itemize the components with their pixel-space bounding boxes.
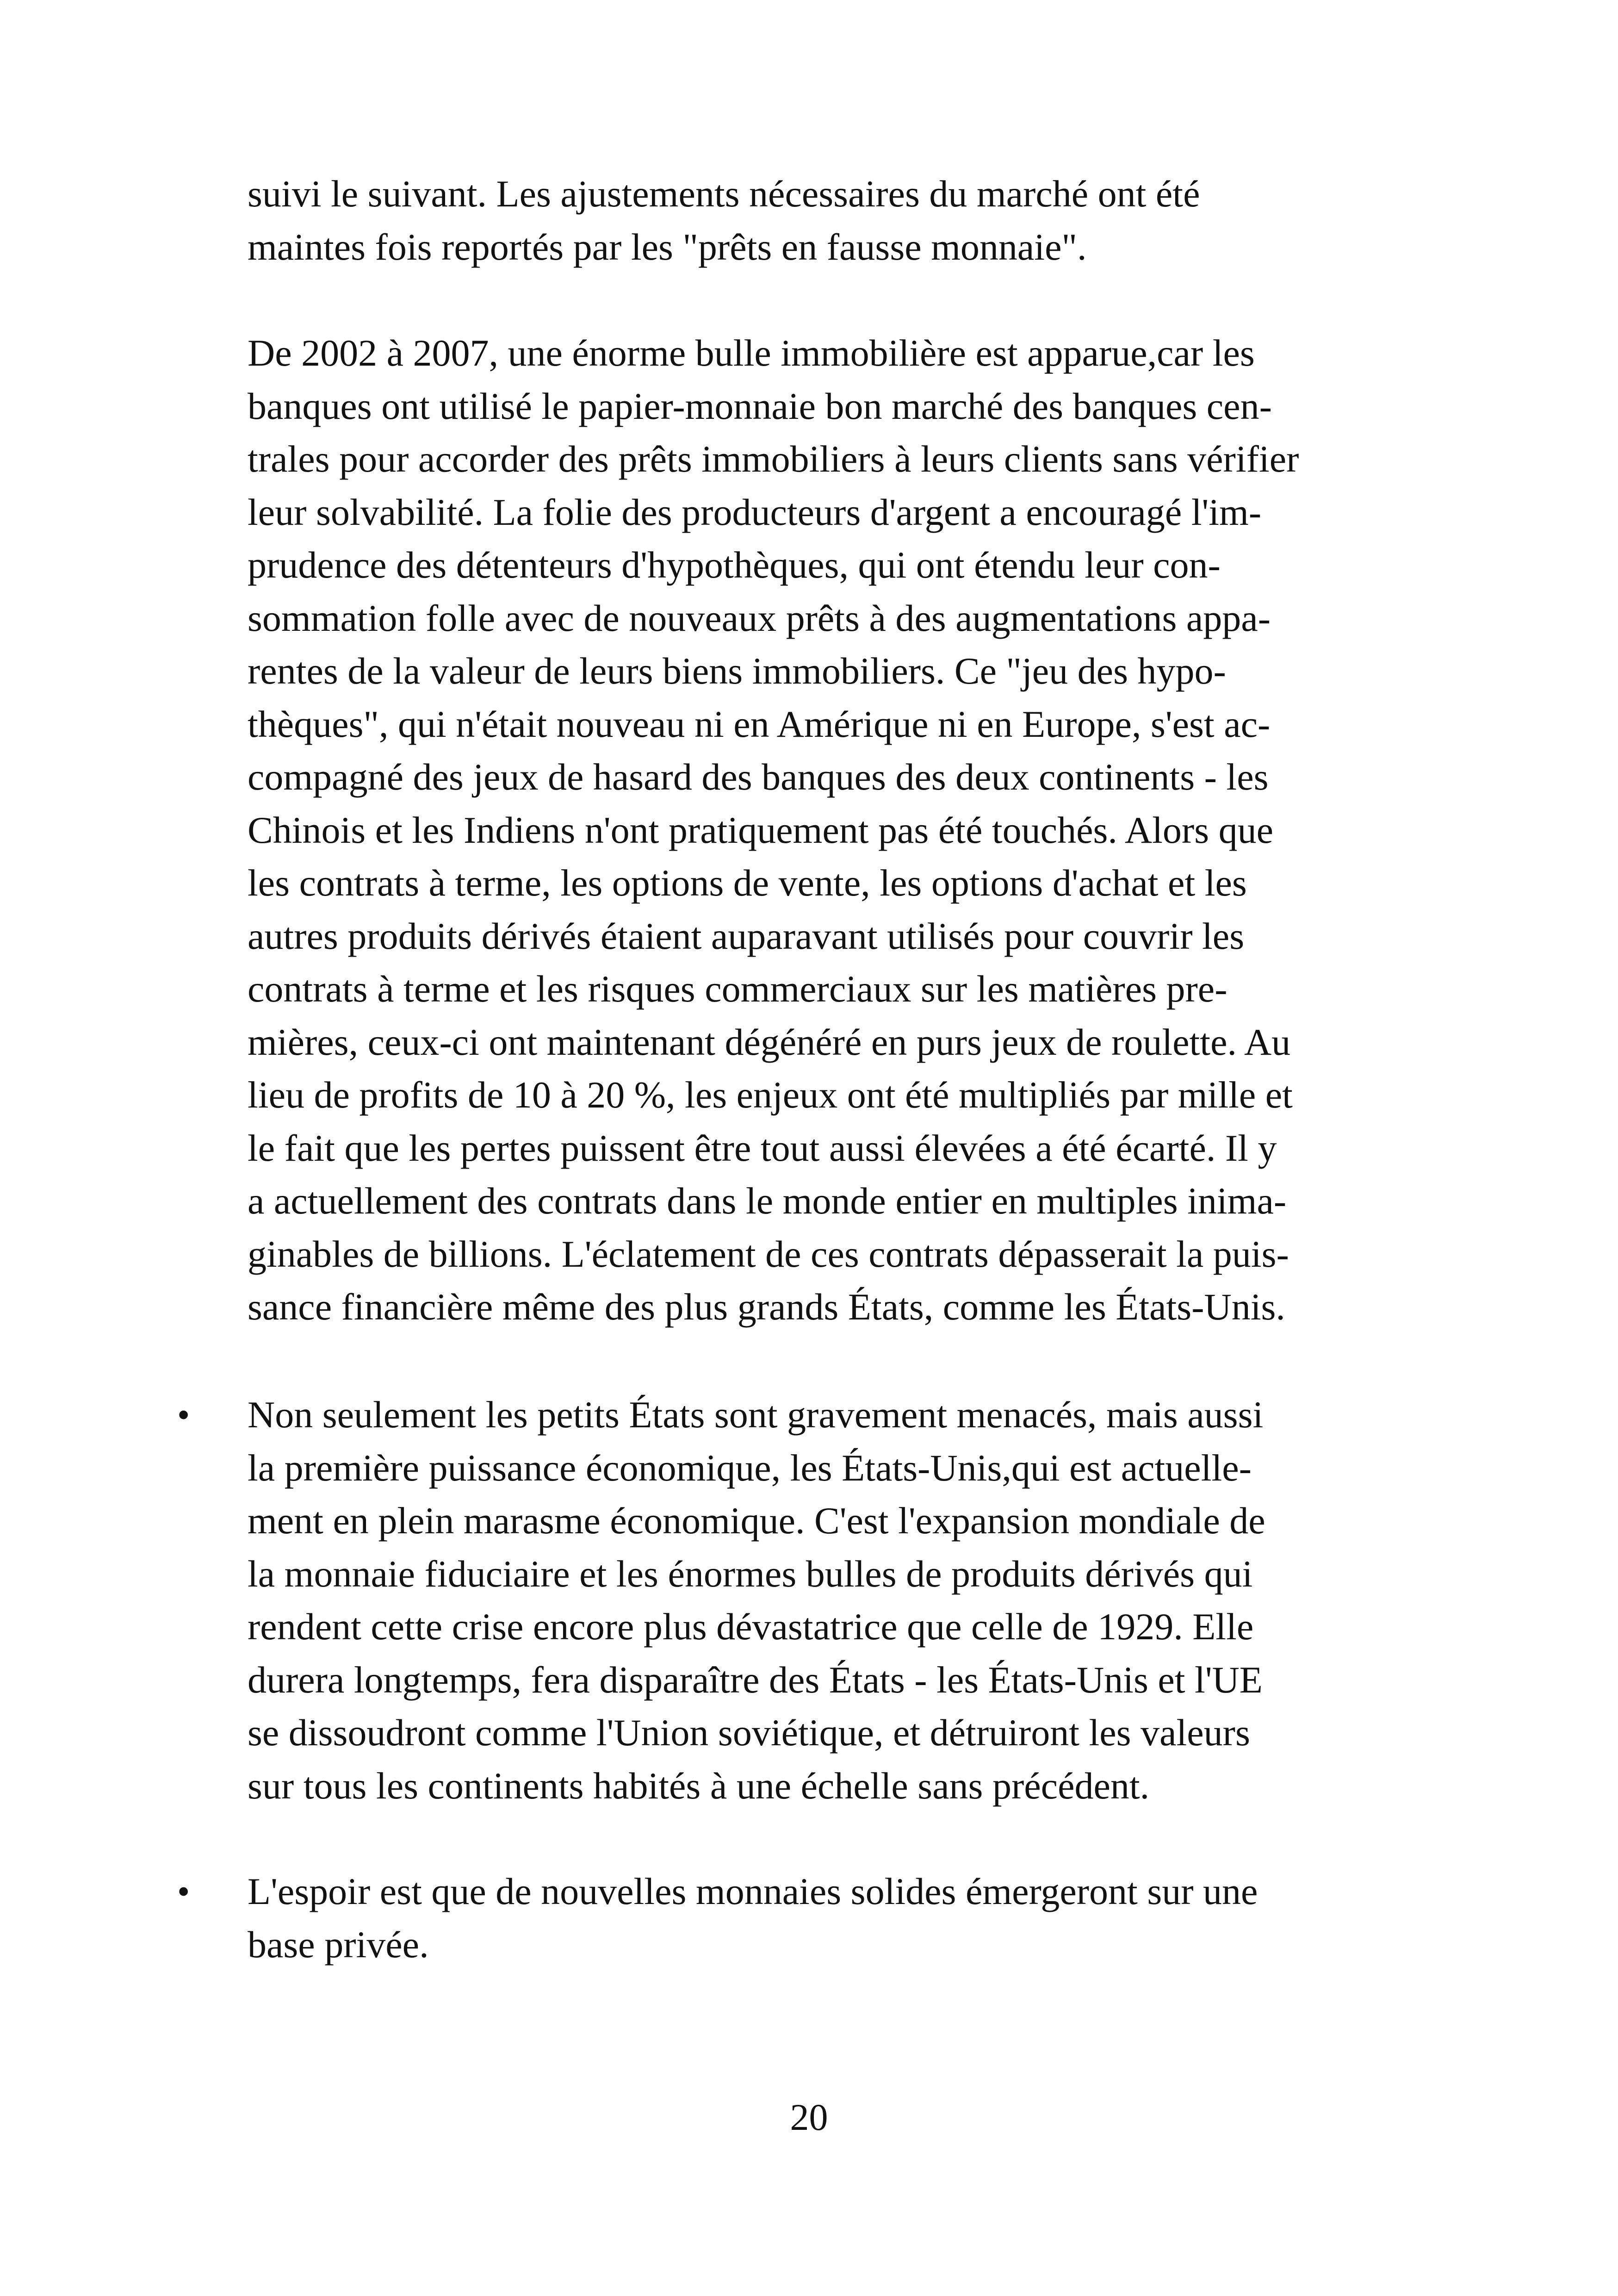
text-line: les contrats à terme, les options de vente, les options d'achat et les [248,862,1247,904]
text-line: base privée. [248,1923,429,1966]
text-line: Chinois et les Indiens n'ont pratiquement pas été touchés. Alors que [248,809,1273,851]
bullet-marker: • [177,1871,190,1911]
text-line: thèques", qui n'était nouveau ni en Amérique ni en Europe, s'est ac- [248,703,1271,745]
text-line: banques ont utilisé le papier-monnaie bon marché des banques cen- [248,385,1272,427]
bullet-item-states-threatened [248,1388,1525,1812]
text-line: prudence des détenteurs d'hypothèques, qui ont étendu leur con- [248,544,1221,586]
text-line: sommation folle avec de nouveaux prêts à des augmentations appa- [248,597,1271,639]
bullet-item-new-currencies [248,1865,1525,1971]
text-line: autres produits dérivés étaient auparavant utilisés pour couvrir les [248,915,1245,957]
paragraph-housing-bubble [248,327,1525,1334]
text-line: rentes de la valeur de leurs biens immobiliers. Ce "jeu des hypo- [248,650,1226,692]
bullet-marker: • [177,1394,190,1435]
text-line: trales pour accorder des prêts immobiliers à leurs clients sans vérifier [248,438,1299,480]
text-line: suivi le suivant. Les ajustements nécessaires du marché ont été [248,173,1200,215]
text-line: maintes fois reportés par les "prêts en fausse monnaie". [248,225,1087,268]
page-number: 20 [790,2096,828,2138]
text-line: sance financière même des plus grands États, comme les États-Unis. [248,1286,1285,1328]
text-line: la monnaie fiduciaire et les énormes bulles de produits dérivés qui [248,1552,1253,1595]
text-line: durera longtemps, fera disparaître des États - les États-Unis et l'UE [248,1658,1263,1701]
text-line: ginables de billions. L'éclatement de ces contrats dépasserait la puis- [248,1232,1289,1275]
text-line: rendent cette crise encore plus dévastatrice que celle de 1929. Elle [248,1605,1254,1648]
text-line: sur tous les continents habités à une échelle sans précédent. [248,1764,1150,1807]
text-line: le fait que les pertes puissent être tout aussi élevées a été écarté. Il y [248,1126,1277,1169]
paragraph-continuation [248,168,1525,274]
text-line: L'espoir est que de nouvelles monnaies solides émergeront sur une [248,1870,1258,1912]
text-line: se dissoudront comme l'Union soviétique, et détruiront les valeurs [248,1711,1250,1754]
text-line: contrats à terme et les risques commerciaux sur les matières pre- [248,968,1227,1010]
text-line: la première puissance économique, les États-Unis,qui est actuelle- [248,1446,1252,1489]
text-line: lieu de profits de 10 à 20 %, les enjeux ont été multipliés par mille et [248,1074,1293,1116]
text-line: mières, ceux-ci ont maintenant dégénéré en purs jeux de roulette. Au [248,1020,1291,1063]
text-line: compagné des jeux de hasard des banques des deux continents - les [248,756,1269,798]
text-line: Non seulement les petits États sont gravement menacés, mais aussi [248,1394,1264,1436]
text-line: De 2002 à 2007, une énorme bulle immobilière est apparue,car les [248,332,1255,374]
text-line: a actuellement des contrats dans le monde entier en multiples inima- [248,1180,1287,1222]
text-line: leur solvabilité. La folie des producteurs d'argent a encouragé l'im- [248,491,1262,533]
text-line: ment en plein marasme économique. C'est l'expansion mondiale de [248,1500,1265,1542]
